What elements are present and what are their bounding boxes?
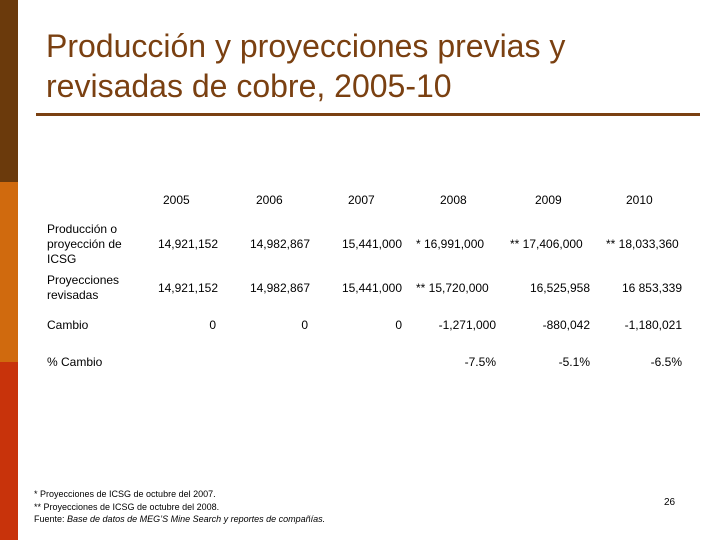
footnotes <box>34 488 325 526</box>
table-cell: 14,921,152 <box>157 281 218 295</box>
sidebar-accent-middle <box>0 182 18 362</box>
year-header-2009: 2009 <box>535 193 562 207</box>
table-cell: -1,271,000 <box>438 318 496 332</box>
source-text: Base de datos de MEG’S Mine Search y reportes de compañías. <box>67 514 326 524</box>
year-header-2008: 2008 <box>440 193 467 207</box>
table-cell: 15,441,000 <box>341 237 402 251</box>
table-cell: 0 <box>209 318 216 332</box>
row-label-cambio: Cambio <box>47 318 89 332</box>
table-cell: ** 15,720,000 <box>416 281 489 295</box>
year-header-2005: 2005 <box>163 193 190 207</box>
footnote-2007: * Proyecciones de ICSG de octubre del 2007. <box>34 489 216 499</box>
table-cell: -5.1% <box>558 355 590 369</box>
table-cell: ** 17,406,000 <box>510 237 583 251</box>
source-note <box>34 513 325 526</box>
slide-title: Producción y proyecciones previas y revisadas de cobre, 2005-10 <box>46 28 566 104</box>
sidebar-accent-bottom <box>0 362 18 540</box>
year-header-2010: 2010 <box>626 193 653 207</box>
table-cell: * 16,991,000 <box>416 237 485 251</box>
table-cell: 14,982,867 <box>249 237 310 251</box>
year-header-2006: 2006 <box>256 193 283 207</box>
row-label-porcentaje-cambio: % Cambio <box>47 355 103 369</box>
table-cell: -1,180,021 <box>624 318 682 332</box>
year-header-2007: 2007 <box>348 193 375 207</box>
table-cell: -7.5% <box>464 355 496 369</box>
table-cell: ** 18,033,360 <box>606 237 679 251</box>
source-prefix: Fuente: <box>34 514 68 524</box>
table-cell: 16,525,958 <box>529 281 590 295</box>
table-cell: 0 <box>395 318 402 332</box>
table-cell: 16 853,339 <box>621 281 682 295</box>
table-cell: -880,042 <box>542 318 590 332</box>
table-cell: 14,921,152 <box>157 237 218 251</box>
table-cell: 14,982,867 <box>249 281 310 295</box>
table-cell: 0 <box>301 318 308 332</box>
table-cell: -6.5% <box>650 355 682 369</box>
footnote-2008: ** Proyecciones de ICSG de octubre del 2008. <box>34 501 220 512</box>
page-number: 26 <box>664 497 676 508</box>
table-cell: 15,441,000 <box>341 281 402 295</box>
sidebar-accent-top <box>0 0 18 182</box>
row-label-produccion: Producción o proyección de ICSG <box>47 222 122 266</box>
title-underline <box>36 113 700 116</box>
row-label-proyecciones-revisadas: Proyecciones revisadas <box>47 273 120 302</box>
